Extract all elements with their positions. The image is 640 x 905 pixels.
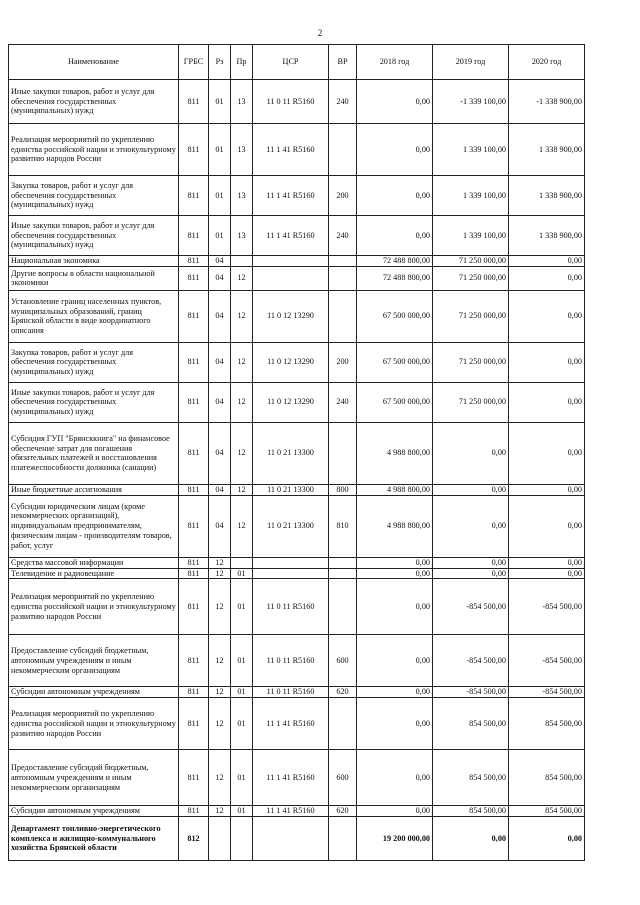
cell-vr <box>329 290 357 342</box>
cell-2019: 71 250 000,00 <box>433 266 509 290</box>
cell-name: Закупка товаров, работ и услуг для обеспечения государственных (муниципальных) нужд <box>9 342 179 382</box>
cell-csr <box>253 568 329 579</box>
cell-rz: 04 <box>209 484 231 495</box>
cell-grbs: 811 <box>179 557 209 568</box>
cell-csr <box>253 817 329 861</box>
table-row <box>9 342 585 382</box>
cell-2019: -854 500,00 <box>433 635 509 687</box>
page-number: 2 <box>317 28 323 38</box>
cell-2020: -854 500,00 <box>509 687 585 698</box>
cell-2018: 0,00 <box>357 579 433 635</box>
header-csr: ЦСР <box>253 45 329 80</box>
cell-2018: 0,00 <box>357 635 433 687</box>
cell-2018: 0,00 <box>357 687 433 698</box>
cell-rz: 01 <box>209 80 231 124</box>
cell-2020: 0,00 <box>509 817 585 861</box>
cell-pr: 13 <box>231 80 253 124</box>
cell-2020: 0,00 <box>509 382 585 422</box>
header-rz: Рз <box>209 45 231 80</box>
cell-name: Реализация мероприятий по укреплению единства российской нации и этнокультурному развитию народов России <box>9 698 179 750</box>
cell-vr: 240 <box>329 80 357 124</box>
cell-csr: 11 0 11 R5160 <box>253 579 329 635</box>
cell-2018: 0,00 <box>357 557 433 568</box>
cell-grbs: 811 <box>179 579 209 635</box>
cell-grbs: 811 <box>179 342 209 382</box>
cell-grbs: 812 <box>179 817 209 861</box>
cell-csr: 11 1 41 R5160 <box>253 176 329 216</box>
cell-vr <box>329 698 357 750</box>
cell-2019: 71 250 000,00 <box>433 256 509 267</box>
cell-csr: 11 1 41 R5160 <box>253 750 329 806</box>
cell-csr: 11 0 11 R5160 <box>253 687 329 698</box>
cell-vr: 240 <box>329 216 357 256</box>
cell-csr <box>253 256 329 267</box>
cell-rz <box>209 817 231 861</box>
cell-name: Иные бюджетные ассигнования <box>9 484 179 495</box>
cell-2020: -854 500,00 <box>509 635 585 687</box>
cell-2018: 72 488 800,00 <box>357 266 433 290</box>
cell-vr: 620 <box>329 806 357 817</box>
cell-pr: 12 <box>231 266 253 290</box>
cell-2018: 4 988 800,00 <box>357 484 433 495</box>
table-row <box>9 256 585 267</box>
cell-grbs: 811 <box>179 687 209 698</box>
cell-pr: 12 <box>231 422 253 484</box>
cell-grbs: 811 <box>179 290 209 342</box>
cell-pr: 01 <box>231 806 253 817</box>
cell-csr: 11 0 12 13290 <box>253 382 329 422</box>
cell-2020: 854 500,00 <box>509 698 585 750</box>
cell-2019: 71 250 000,00 <box>433 342 509 382</box>
cell-name: Закупка товаров, работ и услуг для обеспечения государственных (муниципальных) нужд <box>9 176 179 216</box>
cell-vr: 620 <box>329 687 357 698</box>
cell-2018: 0,00 <box>357 176 433 216</box>
cell-csr: 11 0 11 R5160 <box>253 635 329 687</box>
cell-grbs: 811 <box>179 484 209 495</box>
cell-csr: 11 0 11 R5160 <box>253 80 329 124</box>
cell-rz: 04 <box>209 342 231 382</box>
cell-2020: 1 338 900,00 <box>509 176 585 216</box>
cell-grbs: 811 <box>179 382 209 422</box>
cell-2020: 0,00 <box>509 256 585 267</box>
cell-vr <box>329 579 357 635</box>
cell-2020: -1 338 900,00 <box>509 80 585 124</box>
cell-pr: 12 <box>231 342 253 382</box>
table-row <box>9 495 585 557</box>
cell-csr <box>253 266 329 290</box>
header-2019: 2019 год <box>433 45 509 80</box>
cell-grbs: 811 <box>179 216 209 256</box>
cell-2019: 0,00 <box>433 568 509 579</box>
cell-rz: 12 <box>209 635 231 687</box>
cell-rz: 04 <box>209 266 231 290</box>
cell-grbs: 811 <box>179 698 209 750</box>
cell-2019: 0,00 <box>433 817 509 861</box>
cell-rz: 12 <box>209 806 231 817</box>
cell-rz: 04 <box>209 422 231 484</box>
cell-2019: 71 250 000,00 <box>433 290 509 342</box>
table-row <box>9 484 585 495</box>
cell-2018: 19 200 000,00 <box>357 817 433 861</box>
cell-csr <box>253 557 329 568</box>
cell-vr: 810 <box>329 495 357 557</box>
cell-grbs: 811 <box>179 635 209 687</box>
cell-pr: 12 <box>231 382 253 422</box>
table-header-row <box>9 45 585 80</box>
cell-2020: 0,00 <box>509 495 585 557</box>
cell-2018: 4 988 800,00 <box>357 495 433 557</box>
table-row <box>9 687 585 698</box>
table-row <box>9 216 585 256</box>
cell-pr: 12 <box>231 290 253 342</box>
table-row <box>9 124 585 176</box>
cell-vr: 800 <box>329 484 357 495</box>
cell-pr <box>231 557 253 568</box>
cell-2020: 0,00 <box>509 484 585 495</box>
cell-2020: 1 338 900,00 <box>509 216 585 256</box>
cell-name: Другие вопросы в области национальной экономики <box>9 266 179 290</box>
cell-grbs: 811 <box>179 124 209 176</box>
table-row <box>9 290 585 342</box>
cell-2019: 0,00 <box>433 495 509 557</box>
cell-2020: 0,00 <box>509 568 585 579</box>
cell-2018: 72 488 800,00 <box>357 256 433 267</box>
cell-grbs: 811 <box>179 176 209 216</box>
table-row <box>9 698 585 750</box>
cell-2019: 854 500,00 <box>433 698 509 750</box>
cell-pr: 13 <box>231 216 253 256</box>
cell-2019: 854 500,00 <box>433 806 509 817</box>
cell-rz: 04 <box>209 495 231 557</box>
cell-rz: 01 <box>209 176 231 216</box>
cell-2020: 854 500,00 <box>509 750 585 806</box>
cell-vr: 200 <box>329 176 357 216</box>
cell-rz: 01 <box>209 216 231 256</box>
cell-2018: 4 988 800,00 <box>357 422 433 484</box>
cell-vr: 600 <box>329 635 357 687</box>
cell-2020: 0,00 <box>509 557 585 568</box>
table-row <box>9 266 585 290</box>
cell-2019: 0,00 <box>433 557 509 568</box>
cell-rz: 12 <box>209 568 231 579</box>
cell-csr: 11 0 21 13300 <box>253 422 329 484</box>
cell-vr <box>329 817 357 861</box>
cell-rz: 12 <box>209 687 231 698</box>
table-row <box>9 557 585 568</box>
cell-2019: 854 500,00 <box>433 750 509 806</box>
cell-vr: 240 <box>329 382 357 422</box>
table-row <box>9 422 585 484</box>
cell-vr <box>329 266 357 290</box>
cell-csr: 11 0 21 13300 <box>253 484 329 495</box>
cell-2020: 0,00 <box>509 266 585 290</box>
header-pr: Пр <box>231 45 253 80</box>
cell-csr: 11 1 41 R5160 <box>253 216 329 256</box>
cell-rz: 04 <box>209 290 231 342</box>
header-2020: 2020 год <box>509 45 585 80</box>
cell-name: Средства массовой информации <box>9 557 179 568</box>
cell-2018: 0,00 <box>357 750 433 806</box>
cell-pr: 13 <box>231 124 253 176</box>
cell-vr: 200 <box>329 342 357 382</box>
cell-name: Иные закупки товаров, работ и услуг для обеспечения государственных (муниципальных) нужд <box>9 80 179 124</box>
cell-csr: 11 1 41 R5160 <box>253 124 329 176</box>
cell-vr <box>329 557 357 568</box>
table-row <box>9 176 585 216</box>
cell-vr: 600 <box>329 750 357 806</box>
cell-grbs: 811 <box>179 80 209 124</box>
cell-pr: 13 <box>231 176 253 216</box>
cell-2019: -854 500,00 <box>433 687 509 698</box>
table-row <box>9 635 585 687</box>
cell-2019: 71 250 000,00 <box>433 382 509 422</box>
header-2018: 2018 год <box>357 45 433 80</box>
cell-name: Субсидии автономным учреждениям <box>9 806 179 817</box>
cell-2018: 67 500 000,00 <box>357 382 433 422</box>
cell-2018: 0,00 <box>357 80 433 124</box>
cell-vr <box>329 256 357 267</box>
cell-csr: 11 0 12 13290 <box>253 342 329 382</box>
cell-name: Субсидии автономным учреждениям <box>9 687 179 698</box>
cell-grbs: 811 <box>179 750 209 806</box>
cell-2019: 1 339 100,00 <box>433 124 509 176</box>
cell-rz: 04 <box>209 382 231 422</box>
cell-name: Субсидия ГУП "Брянсккнига" на финансовое обеспечение затрат для погашения обязательных платежей и восстановления платежеспособности должника (санации) <box>9 422 179 484</box>
cell-pr: 01 <box>231 635 253 687</box>
cell-2020: 0,00 <box>509 342 585 382</box>
cell-pr: 12 <box>231 495 253 557</box>
cell-pr: 01 <box>231 687 253 698</box>
table-row <box>9 80 585 124</box>
budget-table <box>8 44 585 861</box>
cell-pr <box>231 256 253 267</box>
cell-rz: 12 <box>209 557 231 568</box>
cell-rz: 12 <box>209 750 231 806</box>
cell-grbs: 811 <box>179 422 209 484</box>
cell-rz: 04 <box>209 256 231 267</box>
cell-grbs: 811 <box>179 256 209 267</box>
cell-vr <box>329 124 357 176</box>
cell-2020: 1 338 900,00 <box>509 124 585 176</box>
table-row <box>9 750 585 806</box>
cell-name: Реализация мероприятий по укреплению единства российской нации и этнокультурному развитию народов России <box>9 579 179 635</box>
cell-2019: -1 339 100,00 <box>433 80 509 124</box>
cell-2019: -854 500,00 <box>433 579 509 635</box>
cell-pr: 01 <box>231 568 253 579</box>
cell-rz: 01 <box>209 124 231 176</box>
cell-2018: 0,00 <box>357 568 433 579</box>
cell-name: Реализация мероприятий по укреплению единства российской нации и этнокультурному развитию народов России <box>9 124 179 176</box>
cell-name: Предоставление субсидий бюджетным, автономным учреждениям и иным некоммерческим организациям <box>9 750 179 806</box>
cell-pr: 01 <box>231 750 253 806</box>
cell-2018: 0,00 <box>357 216 433 256</box>
cell-2020: -854 500,00 <box>509 579 585 635</box>
cell-name: Иные закупки товаров, работ и услуг для обеспечения государственных (муниципальных) нужд <box>9 382 179 422</box>
cell-name: Телевидение и радиовещание <box>9 568 179 579</box>
cell-grbs: 811 <box>179 806 209 817</box>
cell-rz: 12 <box>209 698 231 750</box>
cell-name: Департамент топливно-энергетического комплекса и жилищно-коммунального хозяйства Брянской области <box>9 817 179 861</box>
cell-2018: 0,00 <box>357 698 433 750</box>
cell-grbs: 811 <box>179 495 209 557</box>
cell-2020: 0,00 <box>509 422 585 484</box>
cell-2018: 67 500 000,00 <box>357 290 433 342</box>
cell-2020: 854 500,00 <box>509 806 585 817</box>
cell-pr <box>231 817 253 861</box>
header-vr: ВР <box>329 45 357 80</box>
table-row <box>9 817 585 861</box>
cell-2018: 0,00 <box>357 806 433 817</box>
cell-name: Иные закупки товаров, работ и услуг для обеспечения государственных (муниципальных) нужд <box>9 216 179 256</box>
cell-2018: 67 500 000,00 <box>357 342 433 382</box>
cell-2019: 1 339 100,00 <box>433 216 509 256</box>
cell-name: Национальная экономика <box>9 256 179 267</box>
cell-2019: 0,00 <box>433 422 509 484</box>
cell-pr: 01 <box>231 698 253 750</box>
cell-vr <box>329 422 357 484</box>
cell-pr: 12 <box>231 484 253 495</box>
cell-name: Предоставление субсидий бюджетным, автономным учреждениям и иным некоммерческим организациям <box>9 635 179 687</box>
cell-2020: 0,00 <box>509 290 585 342</box>
table-body <box>9 80 585 861</box>
table-row <box>9 382 585 422</box>
cell-2018: 0,00 <box>357 124 433 176</box>
cell-2019: 0,00 <box>433 484 509 495</box>
cell-csr: 11 1 41 R5160 <box>253 698 329 750</box>
table-row <box>9 806 585 817</box>
table-row <box>9 568 585 579</box>
cell-name: Субсидии юридическим лицам (кроме некоммерческих организаций), индивидуальным предпринимателям, физическим лицам - производителям товаров, работ, услуг <box>9 495 179 557</box>
cell-csr: 11 0 12 13290 <box>253 290 329 342</box>
cell-grbs: 811 <box>179 568 209 579</box>
cell-pr: 01 <box>231 579 253 635</box>
cell-csr: 11 1 41 R5160 <box>253 806 329 817</box>
header-grbs: ГРБС <box>179 45 209 80</box>
header-name: Наименование <box>9 45 179 80</box>
cell-grbs: 811 <box>179 266 209 290</box>
cell-name: Установление границ населенных пунктов, муниципальных образований, границ Брянской области в виде координатного описания <box>9 290 179 342</box>
cell-rz: 12 <box>209 579 231 635</box>
cell-2019: 1 339 100,00 <box>433 176 509 216</box>
cell-vr <box>329 568 357 579</box>
cell-csr: 11 0 21 13300 <box>253 495 329 557</box>
table-row <box>9 579 585 635</box>
